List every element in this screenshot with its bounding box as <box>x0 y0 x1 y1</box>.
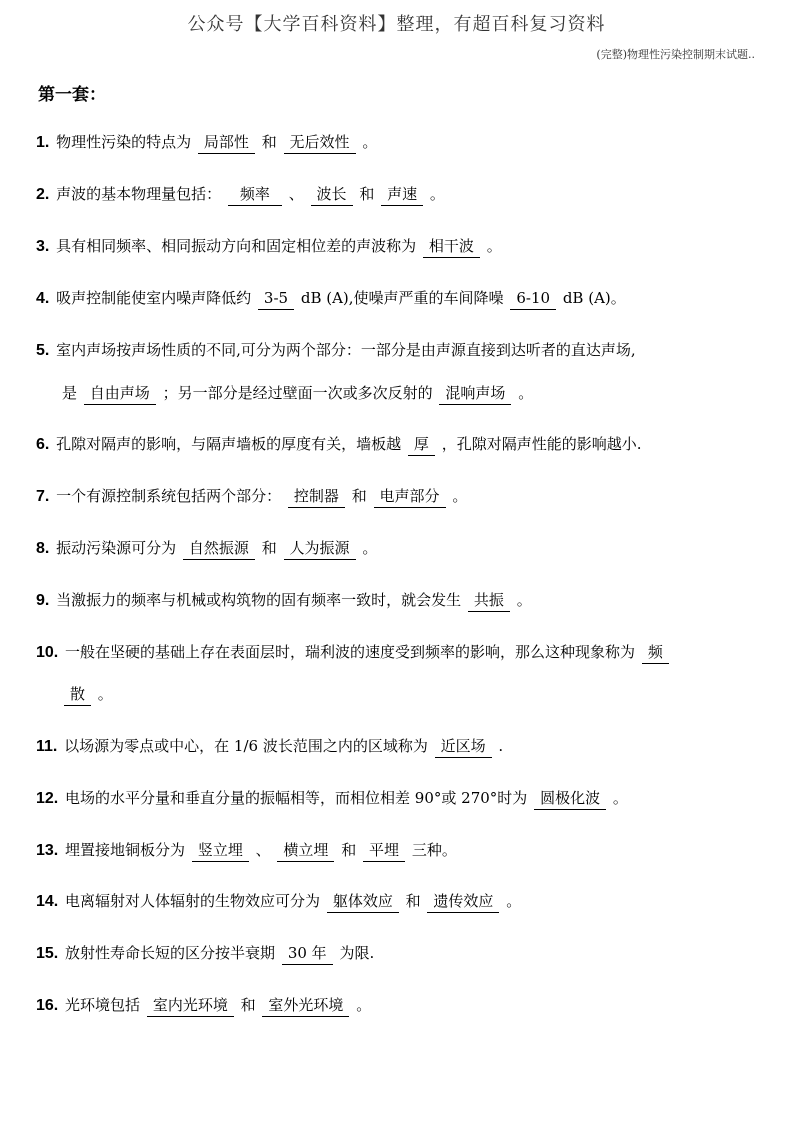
question-number: 15. <box>36 945 59 962</box>
question-number: 7. <box>36 488 50 505</box>
question-number: 11. <box>36 738 58 755</box>
question-3 <box>36 236 755 258</box>
question-12 <box>36 788 755 810</box>
answer-blank: 局部性 <box>198 133 255 154</box>
question-text: 。 <box>486 237 502 255</box>
answer-blank: 躯体效应 <box>327 892 399 913</box>
question-text: 一般在坚硬的基础上存在表面层时，瑞利波的速度受到频率的影响，那么这种现象称为 <box>65 643 636 661</box>
answer-blank: 室内光环境 <box>147 996 234 1017</box>
answer-blank: 近区场 <box>435 737 492 758</box>
answer-blank: 声速 <box>381 185 423 206</box>
answer-blank: 共振 <box>468 591 510 612</box>
answer-blank: 平埋 <box>363 841 405 862</box>
question-6 <box>36 434 755 456</box>
question-number: 16. <box>36 997 59 1014</box>
question-text: 当激振力的频率与机械或构筑物的固有频率一致时，就会发生 <box>56 591 462 609</box>
question-5 <box>36 340 755 361</box>
answer-blank: 相干波 <box>423 237 480 258</box>
question-text: 和 <box>240 996 256 1014</box>
answer-blank: 混响声场 <box>439 384 511 405</box>
question-text: 和 <box>405 892 421 910</box>
question-text: 电离辐射对人体辐射的生物效应可分为 <box>65 892 321 910</box>
answer-blank: 圆极化波 <box>534 789 606 810</box>
question-text: 室内声场按声场性质的不同,可分为两个部分：一部分是由声源直接到达听者的直达声场, <box>56 341 636 359</box>
question-text: 电场的水平分量和垂直分量的振幅相等，而相位相差 90°或 270°时为 <box>65 789 528 807</box>
question-number: 8. <box>36 540 50 557</box>
question-number: 1. <box>36 134 50 151</box>
question-text: ，孔隙对隔声性能的影响越小. <box>441 435 642 453</box>
question-9 <box>36 590 755 612</box>
question-text: 。 <box>429 185 445 203</box>
question-text: 光环境包括 <box>65 996 141 1014</box>
answer-blank: 电声部分 <box>374 487 446 508</box>
question-text: 物理性污染的特点为 <box>56 133 192 151</box>
question-1 <box>36 132 755 154</box>
question-2 <box>36 184 755 206</box>
question-text: 。 <box>516 591 532 609</box>
question-text: dB (A),使噪声严重的车间降噪 <box>300 289 504 307</box>
question-4 <box>36 288 755 310</box>
question-number: 14. <box>36 893 59 910</box>
answer-blank: 控制器 <box>288 487 345 508</box>
answer-blank: 频 <box>642 643 669 664</box>
question-text: 。 <box>362 133 378 151</box>
question-number: 12. <box>36 790 59 807</box>
answer-blank: 自由声场 <box>84 384 156 405</box>
question-text: 埋置接地铜板分为 <box>65 841 186 859</box>
answer-blank: 厚 <box>408 435 435 456</box>
question-number: 3. <box>36 238 50 255</box>
answer-blank: 散 <box>64 685 91 706</box>
question-number: 2. <box>36 186 50 203</box>
question-text: 。 <box>452 487 468 505</box>
question-11 <box>36 736 755 758</box>
question-text: 三种。 <box>411 841 457 859</box>
question-5-continued <box>62 383 533 405</box>
answer-blank: 自然振源 <box>183 539 255 560</box>
question-text: 和 <box>261 539 277 557</box>
answer-blank: 6-10 <box>510 289 556 310</box>
question-number: 6. <box>36 436 50 453</box>
question-text: 一个有源控制系统包括两个部分： <box>56 487 282 505</box>
document-title: (完整)物理性污染控制期末试题.. <box>596 48 755 61</box>
question-text: 。 <box>356 996 372 1014</box>
answer-blank: 室外光环境 <box>262 996 349 1017</box>
answer-blank: 竖立埋 <box>192 841 249 862</box>
question-number: 9. <box>36 592 50 609</box>
question-text: 。 <box>518 384 534 402</box>
question-text: 振动污染源可分为 <box>56 539 177 557</box>
question-text: ；另一部分是经过壁面一次或多次反射的 <box>162 384 433 402</box>
question-text: dB (A)。 <box>562 289 626 307</box>
answer-blank: 30 年 <box>282 944 333 965</box>
question-text: 、 <box>255 841 271 859</box>
question-number: 5. <box>36 342 50 359</box>
question-text: 以场源为零点或中心，在 1/6 波长范围之内的区域称为 <box>64 737 428 755</box>
question-14 <box>36 891 755 913</box>
question-text: 、 <box>288 185 304 203</box>
question-text: 孔隙对隔声的影响，与隔声墙板的厚度有关，墙板越 <box>56 435 402 453</box>
question-7 <box>36 486 755 508</box>
answer-blank: 遗传效应 <box>427 892 499 913</box>
question-15 <box>36 943 755 965</box>
question-8 <box>36 538 755 560</box>
question-text: 是 <box>62 384 78 402</box>
answer-blank: 3-5 <box>258 289 294 310</box>
answer-blank: 人为振源 <box>284 539 356 560</box>
set-title: 第一套： <box>38 85 106 105</box>
question-text: 为限. <box>339 944 375 962</box>
answer-blank: 波长 <box>311 185 353 206</box>
question-10 <box>36 642 755 664</box>
question-text: 。 <box>97 685 113 703</box>
question-text: 声波的基本物理量包括： <box>56 185 222 203</box>
answer-blank: 频率 <box>228 185 282 206</box>
question-text: . <box>498 737 504 755</box>
question-text: 。 <box>612 789 628 807</box>
header-banner: 公众号【大学百科资料】整理，有超百科复习资料 <box>187 14 606 35</box>
question-text: 和 <box>341 841 357 859</box>
question-text: 和 <box>261 133 277 151</box>
question-text: 。 <box>506 892 522 910</box>
question-text: 和 <box>359 185 375 203</box>
question-number: 13. <box>36 842 59 859</box>
answer-blank: 横立埋 <box>277 841 334 862</box>
question-16 <box>36 995 755 1017</box>
question-10-continued <box>62 684 113 706</box>
question-13 <box>36 840 755 862</box>
question-text: 和 <box>351 487 367 505</box>
question-text: 吸声控制能使室内噪声降低约 <box>56 289 252 307</box>
question-number: 10. <box>36 644 59 661</box>
answer-blank: 无后效性 <box>284 133 356 154</box>
question-number: 4. <box>36 290 50 307</box>
question-text: 。 <box>362 539 378 557</box>
question-text: 放射性寿命长短的区分按半衰期 <box>65 944 276 962</box>
question-text: 具有相同频率、相同振动方向和固定相位差的声波称为 <box>56 237 417 255</box>
